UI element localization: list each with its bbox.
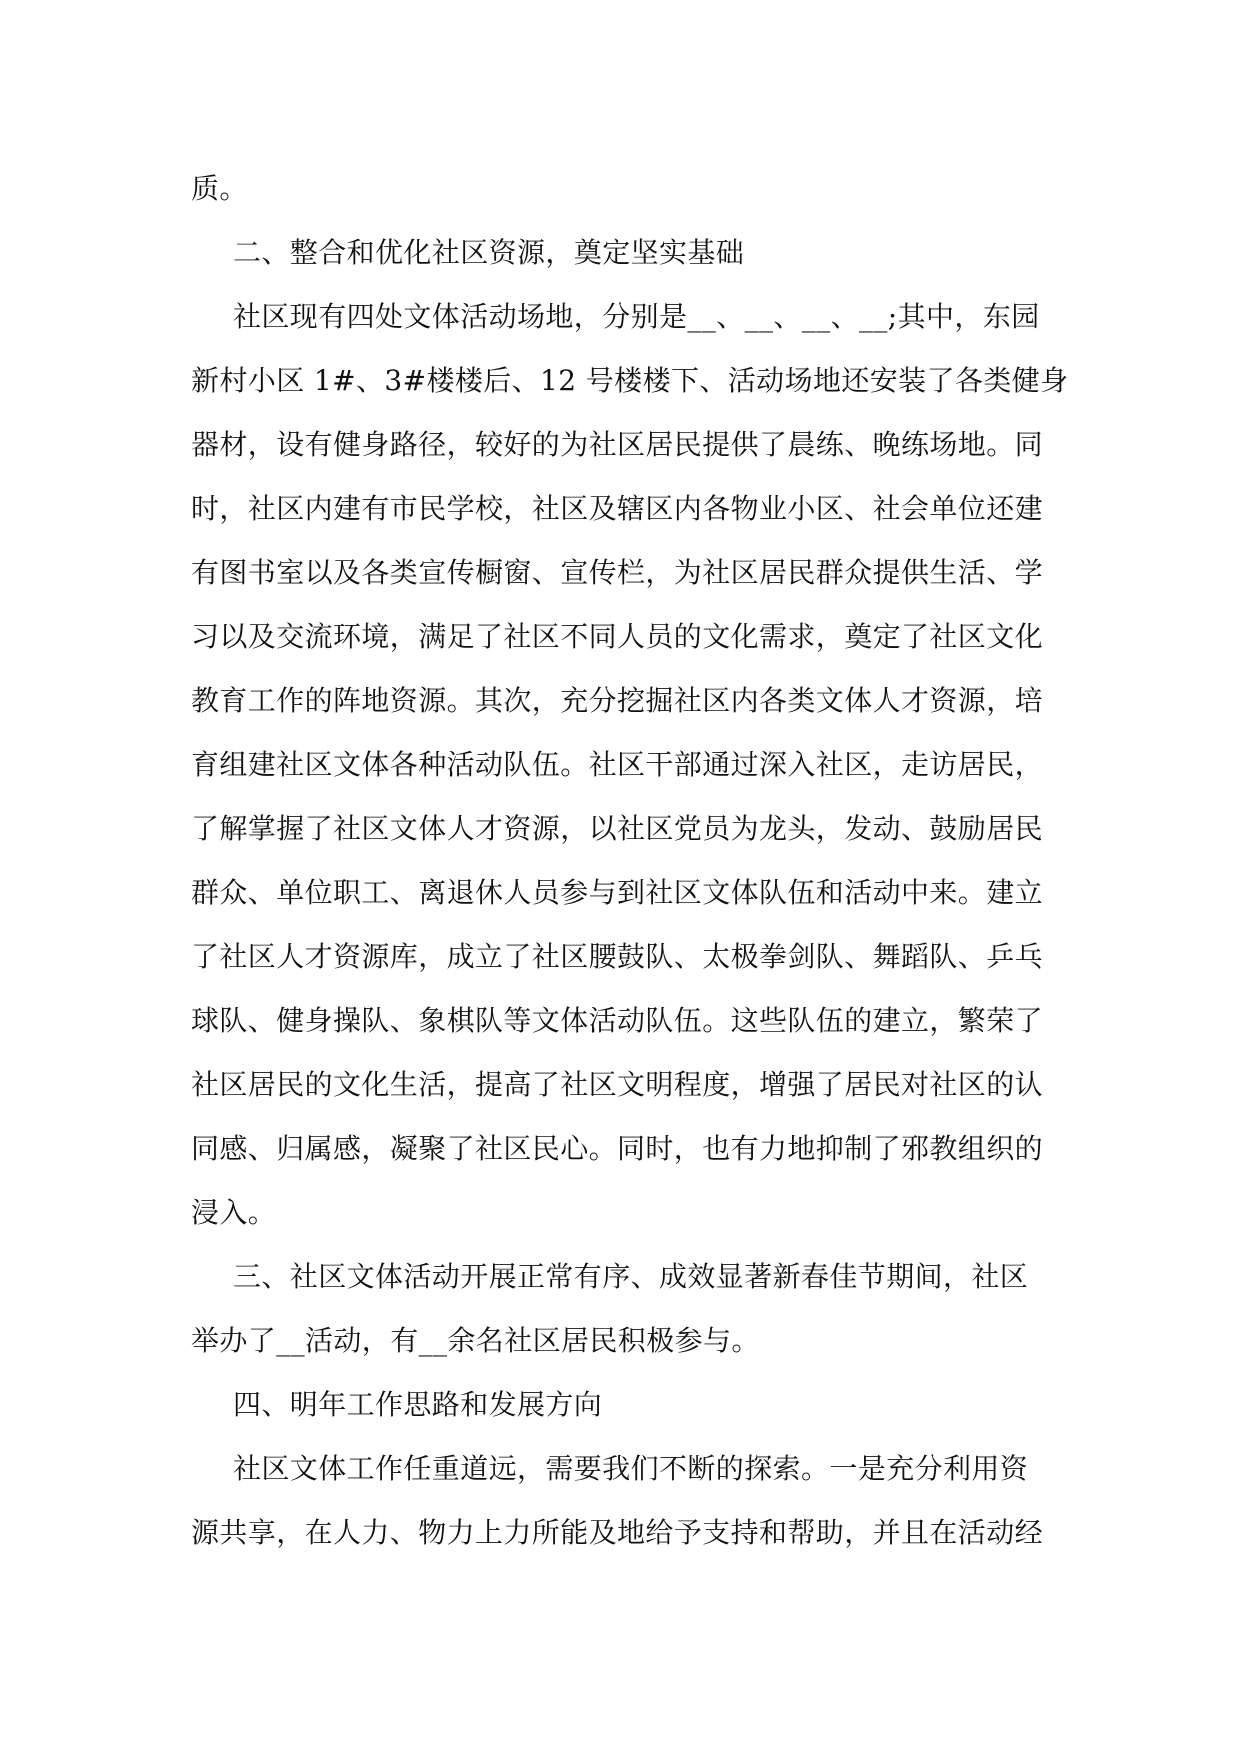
section-heading-2: 二、整合和优化社区资源，奠定坚实基础	[233, 236, 745, 269]
paragraph-line: 群众、单位职工、离退休人员参与到社区文体队伍和活动中来。建立	[191, 876, 1044, 909]
paragraph-line: 时，社区内建有市民学校，社区及辖区内各物业小区、社会单位还建	[191, 492, 1044, 525]
paragraph-line: 了社区人才资源库，成立了社区腰鼓队、太极拳剑队、舞蹈队、乒乓	[191, 940, 1044, 973]
paragraph-line: 球队、健身操队、象棋队等文体活动队伍。这些队伍的建立，繁荣了	[191, 1004, 1044, 1037]
paragraph-line: 育组建社区文体各种活动队伍。社区干部通过深入社区，走访居民，	[191, 748, 1044, 781]
paragraph-line: 源共享，在人力、物力上力所能及地给予支持和帮助，并且在活动经	[191, 1516, 1044, 1549]
paragraph-line: 社区文体工作任重道远，需要我们不断的探索。一是充分利用资	[233, 1452, 1029, 1485]
section-heading-4: 四、明年工作思路和发展方向	[233, 1388, 603, 1421]
paragraph-line: 质。	[191, 172, 248, 205]
paragraph-line: 新村小区 1#、3#楼楼后、12 号楼楼下、活动场地还安装了各类健身	[191, 364, 1069, 397]
paragraph-line: 器材，设有健身路径，较好的为社区居民提供了晨练、晚练场地。同	[191, 428, 1044, 461]
paragraph-line: 了解掌握了社区文体人才资源，以社区党员为龙头，发动、鼓励居民	[191, 812, 1044, 845]
paragraph-line: 习以及交流环境，满足了社区不同人员的文化需求，奠定了社区文化	[191, 620, 1044, 653]
paragraph-line: 有图书室以及各类宣传橱窗、宣传栏，为社区居民群众提供生活、学	[191, 556, 1044, 589]
paragraph-line: 教育工作的阵地资源。其次，充分挖掘社区内各类文体人才资源，培	[191, 684, 1044, 717]
paragraph-line: 社区居民的文化生活，提高了社区文明程度，增强了居民对社区的认	[191, 1068, 1044, 1101]
paragraph-line: 同感、归属感，凝聚了社区民心。同时，也有力地抑制了邪教组织的	[191, 1132, 1044, 1165]
paragraph-line: 社区现有四处文体活动场地，分别是__、__、__、__;其中，东园	[233, 300, 1040, 333]
section-heading-3: 三、社区文体活动开展正常有序、成效显著新春佳节期间，社区	[233, 1260, 1029, 1293]
paragraph-line: 举办了__活动，有__余名社区居民积极参与。	[191, 1324, 760, 1357]
paragraph-line: 浸入。	[191, 1196, 277, 1229]
document-body	[191, 157, 1071, 1565]
